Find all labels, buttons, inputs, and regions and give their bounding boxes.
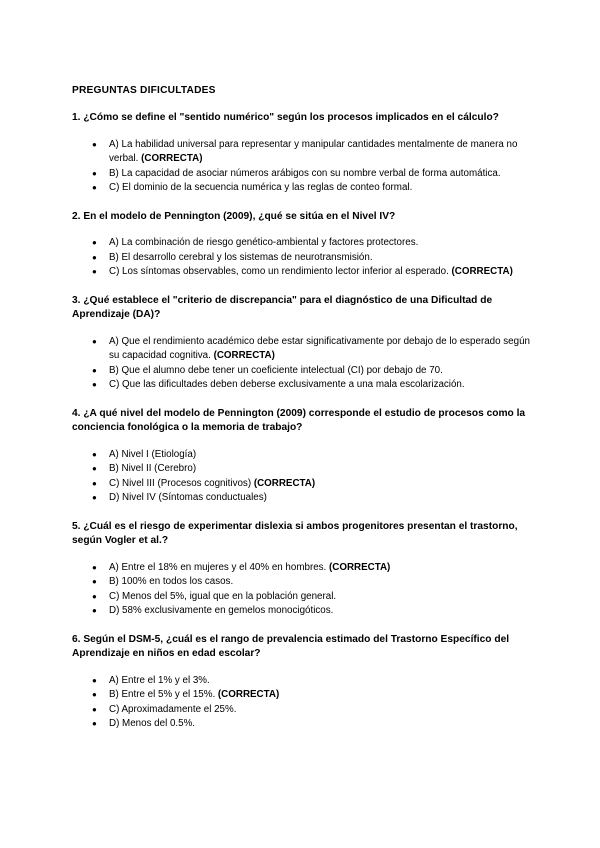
- bullet-icon: ●: [92, 336, 97, 346]
- question-text: 4. ¿A qué nivel del modelo de Pennington (2009) corresponde el estudio de procesos como la conciencia fonológica o la memoria de trabajo?: [72, 407, 526, 433]
- question-text: 6. Según el DSM-5, ¿cuál es el rango de prevalencia estimado del Trastorno Específico del Aprendizaje en niños en edad escolar?: [72, 633, 510, 659]
- correct-mark: (CORRECTA): [451, 266, 513, 277]
- bullet-icon: ●: [92, 675, 97, 685]
- bullet-icon: ●: [92, 139, 97, 149]
- option-item: [92, 674, 532, 689]
- option-item: [92, 138, 532, 167]
- question-4: [72, 407, 532, 506]
- bullet-icon: ●: [92, 252, 97, 262]
- option-text: A) La combinación de riesgo genético-ambiental y factores protectores.: [109, 237, 419, 248]
- bullet-icon: ●: [92, 464, 97, 473]
- option-text: B) La capacidad de asociar números arábigos con su nombre verbal de forma automática.: [109, 167, 501, 179]
- option-list: [72, 561, 532, 619]
- correct-mark: (CORRECTA): [253, 477, 316, 489]
- option-item: [92, 167, 532, 182]
- option-item: [92, 604, 532, 619]
- question-2: [72, 210, 532, 280]
- option-item: [92, 236, 532, 251]
- option-text: A) La habilidad universal para representar y manipular cantidades mentalmente de manera no verbal.: [109, 138, 518, 164]
- option-text: C) Menos del 5%, igual que en la población general.: [109, 590, 337, 602]
- option-text: B) 100% en todos los casos.: [109, 576, 234, 587]
- option-text: D) Menos del 0.5%.: [109, 718, 196, 729]
- option-item: [92, 335, 532, 364]
- bullet-icon: ●: [92, 238, 97, 247]
- correct-mark: (CORRECTA): [213, 350, 275, 361]
- question-6: [72, 633, 532, 732]
- option-list: [72, 674, 532, 732]
- bullet-icon: ●: [92, 690, 97, 699]
- question-1: [72, 111, 532, 196]
- option-text: C) Nivel III (Procesos cognitivos): [109, 477, 254, 489]
- question-text: 3. ¿Qué establece el "criterio de discrepancia" para el diagnóstico de una Dificultad de Aprendizaje (DA)?: [72, 294, 493, 320]
- bullet-icon: ●: [92, 365, 97, 375]
- option-item: [92, 448, 532, 463]
- option-list: [72, 448, 532, 506]
- option-text: C) Aproximadamente el 25%.: [109, 703, 237, 715]
- option-list: [72, 335, 532, 393]
- bullet-icon: ●: [92, 704, 97, 714]
- option-item: [92, 717, 532, 732]
- question-list: [72, 111, 532, 732]
- bullet-icon: ●: [92, 719, 97, 728]
- option-text: C) Que las dificultades deben deberse exclusivamente a una mala escolarización.: [109, 379, 465, 390]
- document-page: [72, 84, 532, 746]
- option-item: [92, 491, 532, 506]
- option-text: A) Nivel I (Etiología): [109, 448, 197, 460]
- bullet-icon: ●: [92, 493, 97, 502]
- correct-mark: (CORRECTA): [141, 153, 203, 164]
- document-title: PREGUNTAS DIFICULTADES: [72, 85, 216, 96]
- bullet-icon: ●: [92, 168, 97, 178]
- option-text: C) Los síntomas observables, como un rendimiento lector inferior al esperado.: [109, 266, 452, 277]
- option-item: [92, 561, 532, 576]
- option-text: B) Que el alumno debe tener un coeficiente intelectual (CI) por debajo de 70.: [109, 364, 443, 376]
- bullet-icon: ●: [92, 267, 97, 276]
- option-text: B) Nivel II (Cerebro): [109, 463, 197, 474]
- option-item: [92, 703, 532, 718]
- option-text: A) Entre el 1% y el 3%.: [109, 674, 210, 686]
- option-item: [92, 575, 532, 590]
- option-text: D) 58% exclusivamente en gemelos monocigóticos.: [109, 605, 334, 616]
- question-text: 5. ¿Cuál es el riesgo de experimentar dislexia si ambos progenitores presentan el trastorno, según Vogler et al.?: [72, 520, 518, 546]
- option-text: A) Que el rendimiento académico debe estar significativamente por debajo de lo esperado según su capacidad cognitiva.: [109, 335, 530, 361]
- question-3: [72, 294, 532, 393]
- bullet-icon: ●: [92, 591, 97, 601]
- option-item: [92, 378, 532, 393]
- question-5: [72, 520, 532, 619]
- correct-mark: (CORRECTA): [217, 689, 280, 700]
- option-item: [92, 688, 532, 703]
- option-text: D) Nivel IV (Síntomas conductuales): [109, 492, 267, 503]
- option-text: A) Entre el 18% en mujeres y el 40% en hombres.: [109, 561, 329, 573]
- question-text: 1. ¿Cómo se define el "sentido numérico" según los procesos implicados en el cálculo?: [72, 112, 499, 123]
- option-text: B) Entre el 5% y el 15%.: [109, 689, 218, 700]
- option-text: C) El dominio de la secuencia numérica y las reglas de conteo formal.: [109, 182, 413, 193]
- bullet-icon: ●: [92, 577, 97, 586]
- bullet-icon: ●: [92, 449, 97, 459]
- option-list: [72, 138, 532, 196]
- option-item: [92, 590, 532, 605]
- bullet-icon: ●: [92, 478, 97, 488]
- question-text: 2. En el modelo de Pennington (2009), ¿qué se sitúa en el Nivel IV?: [72, 210, 396, 222]
- bullet-icon: ●: [92, 562, 97, 572]
- option-item: [92, 462, 532, 477]
- option-text: B) El desarrollo cerebral y los sistemas de neurotransmisión.: [109, 251, 373, 263]
- bullet-icon: ●: [92, 183, 97, 192]
- option-item: [92, 477, 532, 492]
- option-item: [92, 364, 532, 379]
- option-item: [92, 265, 532, 280]
- option-item: [92, 251, 532, 266]
- correct-mark: (CORRECTA): [329, 561, 391, 573]
- bullet-icon: ●: [92, 380, 97, 389]
- option-list: [72, 236, 532, 280]
- bullet-icon: ●: [92, 606, 97, 615]
- option-item: [92, 181, 532, 196]
